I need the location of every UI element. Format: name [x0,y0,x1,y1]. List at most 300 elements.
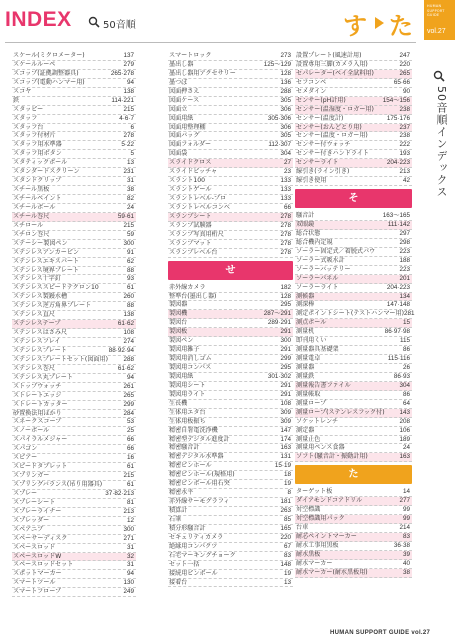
entry-term: ステンレスアンカーピン [13,248,80,256]
entry-page: 174 [280,435,291,443]
entry-page: 15 [402,319,410,327]
entry-page: 136 [280,78,291,86]
entry-term: ステンレス巻尺 [13,364,55,372]
entry-term: スランプマット [169,239,212,247]
magnifier-icon [433,70,445,82]
index-entry [12,544,136,553]
index-entry [168,534,293,543]
index-entry [168,516,293,525]
entry-page: 19 [283,569,291,577]
entry-page: 231 [123,168,134,176]
entry-term: ステンレススピードテクロン10 [13,284,99,292]
entry-page: 137 [123,52,134,59]
entry-page: 40 [402,559,410,567]
entry-term: 精密型デジタル進度計 [169,435,230,443]
index-entry [12,436,136,445]
index-entry [295,141,412,150]
brand-band [424,0,455,40]
entry-term: 赤外線サーモグラフィ [169,498,230,506]
index-entry [168,79,293,88]
index-entry [168,177,293,186]
index-entry [12,115,136,124]
entry-page: 204·223 [386,159,410,167]
entry-page: 133 [280,177,291,185]
entry-page: 128 [280,69,291,77]
entry-page: 265·278 [110,69,134,77]
index-entry [12,231,136,240]
entry-page: 284 [123,409,134,417]
entry-page: 13 [126,159,134,167]
entry-page: 300 [123,239,134,247]
entry-page: 83 [402,533,410,540]
index-entry [295,409,412,418]
entry-page: 278 [280,221,291,229]
entry-term: ソーラーバッテリー [296,265,351,273]
index-entry [295,239,412,248]
entry-term: ステンレス丸プレート [13,373,73,381]
index-entry [12,481,136,490]
index-entry [168,525,293,534]
entry-page: 99 [402,515,410,523]
entry-page: 82 [126,195,134,202]
index-entry [12,445,136,454]
index-entry [295,61,412,70]
entry-term: スマートツール [13,579,56,587]
index-entry [168,579,293,588]
entry-term: スマートフロープ [13,588,62,596]
entry-page: 138 [123,87,134,95]
entry-term: 接着台 [169,578,188,586]
index-entry [12,365,136,374]
entry-term: セメダイン [296,87,327,95]
index-entry [168,204,293,213]
entry-term: スプレーライナー [13,507,62,515]
entry-page: 295 [280,301,291,309]
index-entry [295,418,412,427]
side-vertical-label: 50音順インデックス [435,86,448,198]
index-entry [12,168,136,177]
index-entry [12,213,136,222]
entry-term: 測深棒 [296,301,315,309]
index-entry [12,240,136,249]
arrow-right-icon [375,17,384,29]
index-entry [295,524,412,533]
index-entry [295,115,412,124]
index-entry [12,186,136,195]
entry-page: 288 [123,355,134,363]
entry-page: 163 [399,453,410,461]
entry-term: スラント100 [169,177,206,185]
entry-page: 86·97·98 [384,328,410,336]
entry-page: 66 [126,436,134,444]
entry-term: スラントレベル-プロ [169,195,227,202]
entry-page: 88·92·94 [108,346,134,354]
entry-page: 111·142 [387,221,410,228]
entry-term: ソーラー固定式／着脱式パウ [296,247,376,255]
entry-page: 289·291 [267,319,291,327]
index-entry [12,427,136,436]
entry-term: ダイアモンドコアドリル [296,497,363,505]
entry-page: 265 [123,391,134,399]
entry-page: 94 [126,373,134,381]
entry-term: スタッピー [13,105,44,113]
footer-label: HUMAN SUPPORT GUIDE vol.27 [330,630,431,636]
entry-page: 31 [126,177,134,185]
entry-term: 測量帳取 [296,390,321,398]
entry-page: 25 [126,427,134,435]
index-entry [295,427,412,436]
entry-page: 277 [399,497,410,505]
entry-page: 214 [399,524,410,532]
entry-term: 測量報告書ファイル [296,381,351,389]
index-entry [168,249,293,258]
entry-term: 耐芯ペイントマーカー [296,533,357,540]
brand-label: HUMAN SUPPORT GUIDE [427,4,445,17]
index-entry [168,159,293,168]
entry-page: 223 [399,247,410,255]
entry-term: スチール黒板 [13,186,50,194]
entry-page: 300 [280,337,291,345]
index-entry [168,391,293,400]
entry-page: 31 [126,543,134,551]
entry-page: 274 [123,338,134,345]
entry-term: スマートロック [169,52,212,59]
header-divider [5,42,416,43]
entry-term: 図面立 [169,105,188,113]
index-entry [12,392,136,401]
entry-page: 24 [126,203,134,211]
entry-term: センサー付ウォッチ [296,141,351,149]
entry-page: 6 [130,123,134,131]
index-entry [168,373,293,382]
index-entry [12,159,136,168]
entry-term: 絶縁用コンパクツ [169,542,218,550]
index-entry [12,508,136,517]
index-entry [12,293,136,302]
entry-page: 304 [399,381,410,389]
entry-page: 297 [399,229,410,237]
index-entry [168,400,293,409]
index-entry [12,356,136,365]
index-entry [295,52,412,61]
index-entry [12,311,136,320]
index-entry [12,70,136,79]
entry-page: 298 [399,238,410,246]
entry-term: スプリンガー [13,472,50,480]
magnifier-icon [88,16,100,28]
entry-page: 220 [399,60,410,68]
entry-term: 設置プレート(風速計用) [296,52,362,59]
entry-page: 279 [123,60,134,68]
entry-term: 測量用ペンス食器 [296,444,345,452]
entry-term: 精密水平 [169,489,194,497]
index-entry [168,88,293,97]
entry-page: 85 [283,515,291,523]
entry-page: 61 [126,463,134,471]
index-entry [12,106,136,115]
entry-page: 83 [283,551,291,559]
entry-term: ステンレスはさみ尺 [13,329,68,337]
index-entry [295,248,412,257]
entry-term: 石宅マーキングチョーク [169,551,236,559]
entry-term: ターゲット板 [296,488,333,496]
index-entry [12,535,136,544]
entry-page: 12 [126,516,134,524]
index-entry [12,329,136,338]
entry-page: 86·93 [393,372,410,380]
entry-term: ステンレス十字釘 [13,275,61,283]
index-entry [168,543,293,552]
entry-page: 309 [280,417,291,425]
index-entry [12,588,136,597]
index-entry [12,275,136,284]
entry-term: スネークスコープ [13,418,62,426]
index-entry [295,275,412,284]
entry-page: 265 [399,69,410,77]
entry-term: スチールペイント [13,195,62,202]
entry-page: 23 [283,168,291,176]
entry-page: 305 [280,132,291,140]
entry-term: スタンダードスクリーン [13,168,80,176]
index-column-2 [168,52,293,587]
entry-term: 測量止色 [296,435,321,443]
entry-term: 図面フォルダー [169,141,212,149]
index-entry [12,338,136,347]
entry-page: 291 [280,346,291,354]
index-entry [295,150,412,159]
entry-term: 石筆 [169,515,182,523]
entry-term: スコップ(証拠調整器具) [13,69,79,77]
index-entry [168,462,293,471]
entry-term: センサー(pH計用) [296,96,346,104]
index-entry [168,346,293,355]
entry-page: 309 [280,408,291,416]
entry-page: 208 [399,417,410,425]
entry-page: 90 [402,87,410,95]
index-entry [168,453,293,462]
index-entry [12,150,136,159]
page-header [0,0,455,44]
entry-page: 19 [283,480,291,488]
entry-page: 14 [402,488,410,496]
entry-term: ステンレスエキスパート [13,257,80,265]
entry-page: 128 [280,292,291,300]
entry-page: 305·306 [267,114,291,122]
index-entry [168,61,293,70]
volume-label: vol.27 [427,28,446,35]
entry-term: スピードタブレット [13,463,68,471]
entry-page: 288 [280,87,291,95]
entry-page: 287～291 [263,310,291,318]
entry-page: 181 [280,498,291,506]
entry-page: 130 [123,579,134,587]
entry-term: スライドピッチャ [169,168,218,176]
entry-term: スパゴン [13,445,38,453]
entry-page: 99 [402,506,410,514]
entry-term: スチール巻尺 [13,212,50,220]
entry-page: 271 [123,534,134,542]
index-entry [168,115,293,124]
entry-page: 5·22 [121,141,134,149]
entry-page: 189 [399,435,410,443]
entry-page: 175·176 [386,114,410,122]
entry-term: 墨つぼ [169,78,188,86]
entry-page: 108 [280,399,291,407]
entry-term: ステンレスフレイ [13,338,61,345]
entry-term: 製図ペン [169,337,194,345]
entry-page: 154～156 [382,96,410,104]
entry-term: 測量電卓 [296,355,321,363]
entry-term: スプレー [13,489,38,497]
entry-page: 215 [123,472,134,480]
index-entry [12,61,136,70]
entry-term: ソーラーライト [296,283,339,291]
entry-term: 製図用雑子 [169,346,200,354]
index-entry [168,150,293,159]
entry-page: 304 [280,150,291,158]
index-entry [12,517,136,526]
entry-term: 対空標識 [296,506,321,514]
entry-page: 108 [123,329,134,337]
index-entry [295,221,412,230]
entry-term: 線引き使用 [296,177,327,185]
entry-page: 299 [123,400,134,408]
entry-page: 131 [280,453,291,461]
index-entry [295,364,412,373]
index-entry [295,284,412,293]
entry-page: 66 [283,203,291,211]
entry-term: スタッフ用水準器 [13,141,62,149]
entry-term: 耐水黒板 [296,550,321,558]
index-entry [12,418,136,427]
index-entry [295,542,412,551]
index-entry [168,570,293,579]
entry-term: 製図用コンパス [169,364,212,371]
index-entry [168,284,293,293]
entry-term: ステンレス逆方角界プレート [13,302,92,310]
index-entry [12,222,136,231]
entry-page: 281 [403,310,415,318]
entry-page: 301·302 [267,372,291,380]
entry-page: 306 [280,105,291,113]
entry-page: 143 [399,408,410,416]
entry-page: 188 [399,256,410,264]
index-entry [12,347,136,356]
kana-range-end: た [389,12,413,40]
entry-page: 134 [399,292,410,300]
index-entry [12,320,136,329]
entry-term: 製図板 [169,328,188,336]
index-entry [168,52,293,61]
entry-term: 対空標識用パック [296,515,345,523]
entry-page: 88 [126,302,134,310]
entry-page: 291 [280,390,291,398]
entry-term: ステンレス製鏝水槽 [13,293,68,301]
entry-page: 138 [123,311,134,319]
entry-term: 生体用板振ち [169,417,206,425]
entry-page: 260 [123,293,134,301]
entry-page: 306 [280,123,291,131]
entry-page: 182 [280,283,291,291]
entry-page: 220 [280,533,291,541]
entry-page: 249 [123,588,134,596]
entry-term: 墨出し器用アクセサリー [169,69,236,77]
index-entry [12,463,136,472]
entry-term: スタンドクリップ [13,177,62,185]
entry-page: 213 [123,507,134,515]
index-entry [12,88,136,97]
entry-page: 238 [399,132,410,140]
entry-term: スランプ試験器 [169,221,212,229]
entry-term: 精密ピンポール用石突 [169,480,230,488]
entry-term: センサー(温度計) [296,114,344,122]
entry-term: ストレートエッジ [13,391,62,399]
entry-term: 測量ロープ [296,399,327,407]
entry-term: 測定ポイントシート(テストハンマー用) [296,310,404,318]
entry-page: 31 [126,561,134,569]
index-entry [295,400,412,409]
index-entry [168,418,293,427]
index-entry [168,471,293,480]
index-entry [295,506,412,515]
entry-page: 115 [399,337,410,345]
entry-term: スラントゲール [169,186,212,194]
entry-term: 製図用紙 [169,372,194,380]
index-entry [168,337,293,346]
entry-term: 図面用整理棚 [169,123,206,131]
index-entry [12,177,136,186]
entry-page: 27 [283,159,291,167]
index-entry [12,490,136,499]
entry-page: 291 [280,328,291,336]
index-entry [295,515,412,524]
entry-page: 61·62 [117,320,134,328]
index-entry [168,141,293,150]
section-header-so: そ [295,189,412,208]
entry-term: 測量器具基礎架 [296,346,339,354]
entry-term: 耐水マーカー [296,559,333,567]
entry-page: 13 [283,578,291,586]
entry-page: 299 [280,355,291,363]
entry-term: 測量鉄 [296,372,315,380]
entry-term: スタッフ用ボタン [13,150,62,158]
index-entry [295,319,412,328]
index-entry [295,391,412,400]
entry-term: 測量器 [296,364,315,371]
index-entry [12,454,136,463]
index-entry [168,106,293,115]
index-entry [12,570,136,579]
index-entry [168,186,293,195]
index-entry [295,70,412,79]
entry-term: スプレーシート [13,498,56,506]
index-entry [12,249,136,258]
index-entry [12,284,136,293]
entry-page: 16 [126,454,134,462]
page-title: INDEX [5,8,72,31]
entry-term: ソフト(騒音計・振動計用) [296,453,368,461]
entry-term: スコップ(電動ハンマー用) [13,78,85,86]
index-entry [12,579,136,588]
entry-term: スピアー [13,454,38,462]
index-entry [12,195,136,204]
entry-term: ソーラーパネル [296,274,339,282]
entry-term: スランプシート [169,212,212,220]
entry-term: 精密デジタル水準器 [169,453,224,461]
entry-term: スライドクロス [169,159,212,167]
entry-term: スタッフ台 [13,123,44,131]
entry-term: スケール(ミクロメーター) [13,52,85,59]
